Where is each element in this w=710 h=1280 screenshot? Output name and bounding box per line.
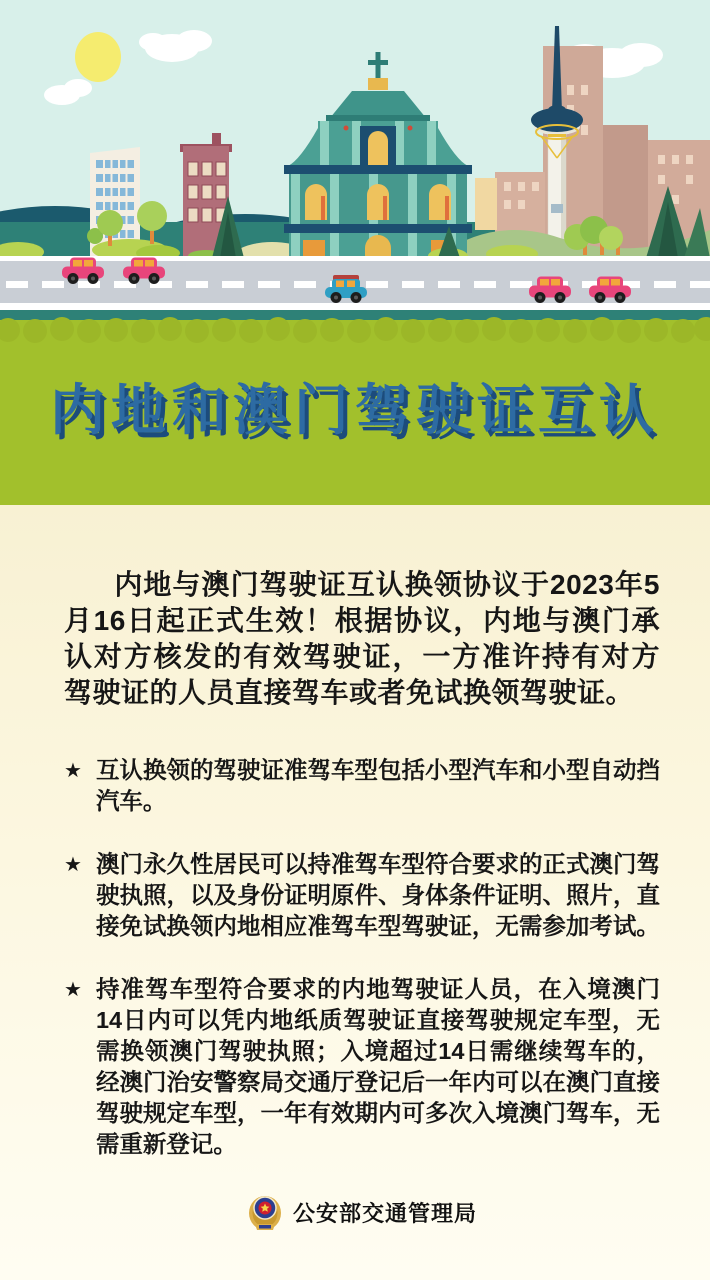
police-badge-icon (247, 1192, 283, 1232)
sun-icon (75, 32, 121, 82)
bullet-text: 互认换领的驾驶证准驾车型包括小型汽车和小型自动挡汽车。 (95, 757, 660, 814)
bullet-text: 澳门永久性居民可以持准驾车型符合要求的正式澳门驾驶执照，以及身份证明原件、身体条件证明、照片，直接免试换领内地相应准驾车型驾驶证，无需参加考试。 (95, 851, 660, 939)
footer-org-name: 公安部交通管理局 (292, 1200, 477, 1226)
star-bullet-icon: ★ (64, 979, 82, 1001)
footer (64, 1192, 660, 1232)
list-item (64, 974, 660, 1160)
poster-title: 内地和澳门驾驶证互认 (49, 379, 660, 441)
list-item (64, 849, 660, 942)
list-item (64, 755, 660, 817)
city-scene-illustration (0, 0, 710, 345)
star-bullet-icon: ★ (64, 854, 82, 876)
key-points-list (64, 755, 660, 1160)
bullet-text: 持准驾车型符合要求的内地驾驶证人员，在入境澳门14日内可以凭内地纸质驾驶证直接驾驶规定车型，无需换领澳门驾驶执照；入境超过14日需继续驾车的，经澳门治安警察局交通厅登记后一年内可以在澳门直接驾驶规定车型，一年有效期内可多次入境澳门驾车，无需重新登记。 (95, 976, 660, 1157)
intro-paragraph: 内地与澳门驾驶证互认换领协议于2023年5月16日起正式生效！根据协议，内地与澳门承认对方核发的有效驾驶证，一方准许持有对方驾驶证的人员直接驾车或者免试换领驾驶证。 (64, 569, 660, 708)
hero-illustration (0, 0, 710, 505)
content-panel (0, 505, 710, 1280)
star-bullet-icon: ★ (64, 760, 82, 782)
